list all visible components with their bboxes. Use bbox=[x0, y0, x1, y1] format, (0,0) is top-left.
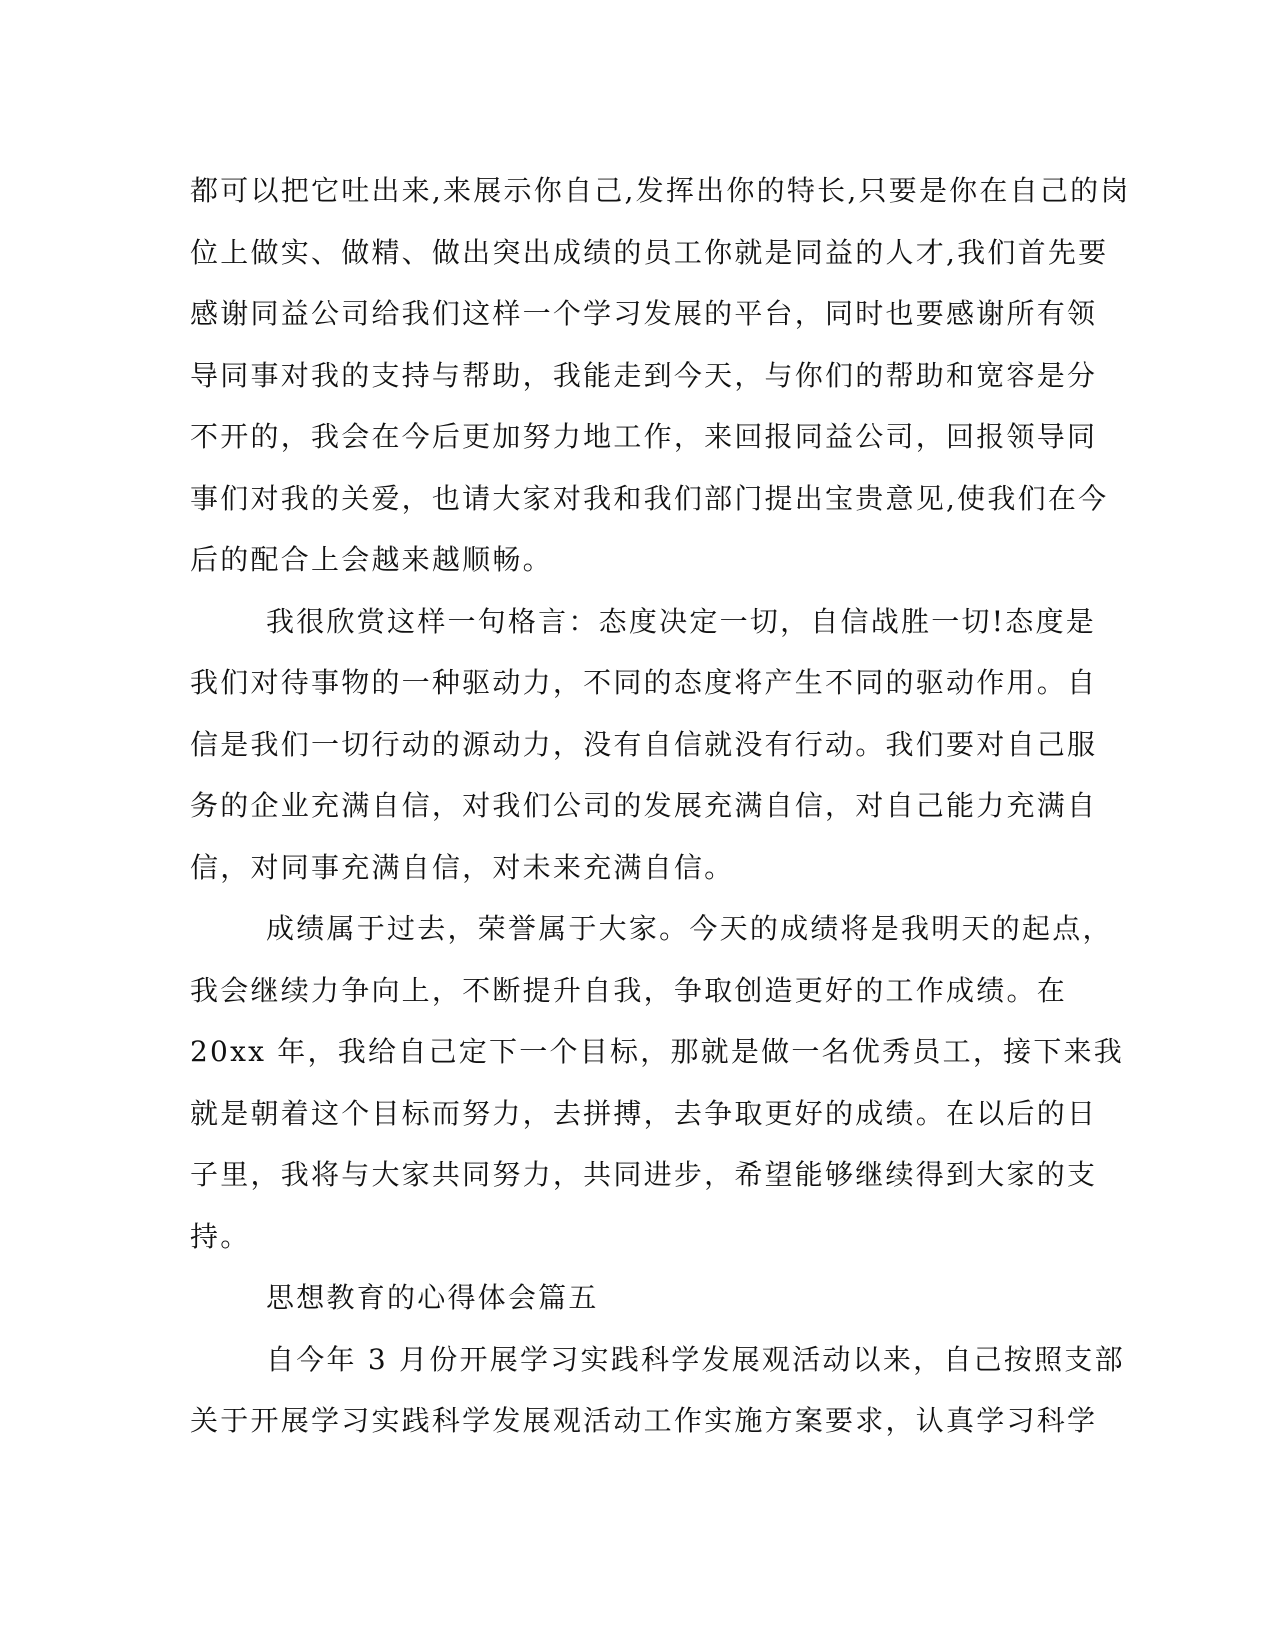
paragraph-start-line: 我很欣赏这样一句格言：态度决定一切，自信战胜一切!态度是 bbox=[266, 604, 1096, 638]
text-line: 我会继续力争向上，不断提升自我，争取创造更好的工作成绩。在 bbox=[190, 973, 1067, 1007]
text-line: 都可以把它吐出来,来展示你自己,发挥出你的特长,只要是你在自己的岗 bbox=[190, 174, 1131, 207]
text-line: 我们对待事物的一种驱动力，不同的态度将产生不同的驱动作用。自 bbox=[190, 666, 1098, 699]
text-line: 后的配合上会越来越顺畅。 bbox=[190, 543, 553, 576]
text-line: 20xx 年，我给自己定下一个目标，那就是做一名优秀员工，接下来我 bbox=[190, 1035, 1125, 1068]
text-line: 子里，我将与大家共同努力，共同进步，希望能够继续得到大家的支 bbox=[190, 1158, 1098, 1191]
text-line: 关于开展学习实践科学发展观活动工作实施方案要求，认真学习科学 bbox=[190, 1404, 1098, 1437]
paragraph-start-line: 自今年 3 月份开展学习实践科学发展观活动以来，自己按照支部 bbox=[266, 1342, 1125, 1376]
document-body bbox=[190, 160, 1131, 1452]
text-line: 感谢同益公司给我们这样一个学习发展的平台，同时也要感谢所有领 bbox=[190, 297, 1098, 330]
text-line: 事们对我的关爱，也请大家对我和我们部门提出宝贵意见,使我们在今 bbox=[190, 481, 1109, 515]
text-line: 不开的，我会在今后更加努力地工作，来回报同益公司，回报领导同 bbox=[190, 420, 1098, 453]
text-line: 就是朝着这个目标而努力，去拼搏，去争取更好的成绩。在以后的日 bbox=[190, 1096, 1098, 1130]
text-line: 位上做实、做精、做出突出成绩的员工你就是同益的人才,我们首先要 bbox=[190, 235, 1109, 269]
text-line: 信是我们一切行动的源动力，没有自信就没有行动。我们要对自己服 bbox=[190, 727, 1098, 761]
paragraph-start-line: 成绩属于过去，荣誉属于大家。今天的成绩将是我明天的起点， bbox=[266, 912, 1113, 945]
text-line: 信，对同事充满自信，对未来充满自信。 bbox=[190, 850, 735, 884]
text-line: 持。 bbox=[190, 1219, 251, 1253]
text-line: 务的企业充满自信，对我们公司的发展充满自信，对自己能力充满自 bbox=[190, 789, 1098, 822]
text-line: 导同事对我的支持与帮助，我能走到今天，与你们的帮助和宽容是分 bbox=[190, 358, 1098, 392]
section-heading: 思想教育的心得体会篇五 bbox=[266, 1281, 599, 1314]
